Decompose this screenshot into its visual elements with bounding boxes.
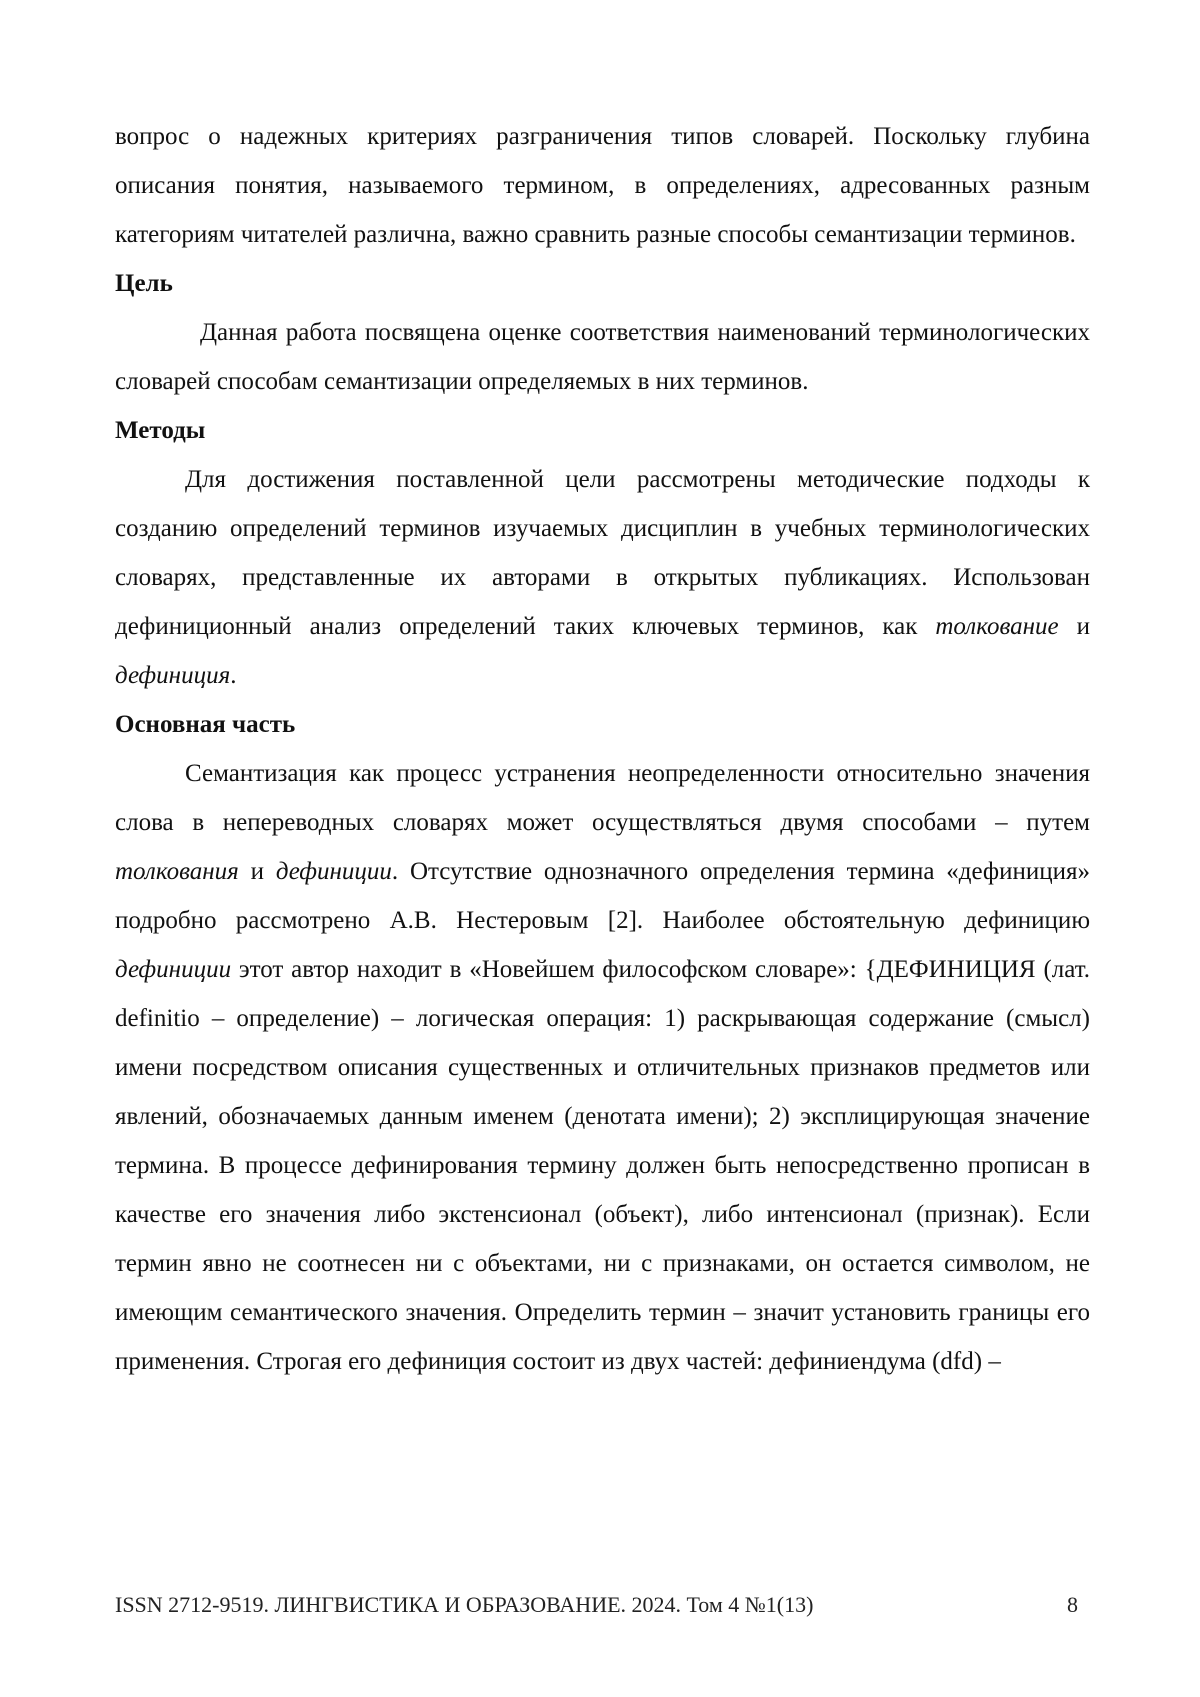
section-heading-goal: Цель [115,270,173,297]
term-tolkovaniya: толкования [115,858,239,885]
goal-paragraph: Данная работа посвящена оценке соответствия наименований терминологических словарей способам семантизации определяемых в них терминов. [115,319,1090,395]
main-text-d: этот автор находит в «Новейшем философском словаре»: {ДЕФИНИЦИЯ (лат. definitio – определение) – логическая операция: 1) раскрывающая содержание (смысл) имени посредством описания существенных и отличительных признаков предметов или явлений, обозначаемых данным именем (денотата имени); 2) эксплицирующая значение термина. В процессе дефинирования термину должен быть непосредственно прописан в качестве его значения либо экстенсионал (объект), либо интенсионал (признак). Если термин явно не соотнесен ни с объектами, ни с признаками, он остается символом, не имеющим семантического значения. Определить термин – значит установить границы его применения. Строгая его дефиниция состоит из двух частей: дефиниендума (dfd) – [115,956,1090,1375]
term-definitsii: дефиниции [275,858,392,885]
section-heading-main: Основная часть [115,711,296,738]
main-text-b: и [238,858,276,885]
methods-text-mid: и [1058,613,1090,640]
section-heading-methods: Методы [115,417,206,444]
main-text-a: Семантизация как процесс устранения неопределенности относительно значения слова в непереводных словарях может осуществляться двумя способами – путем [115,760,1090,836]
methods-text-start: Для достижения поставленной цели рассмотрены методические подходы к созданию определений терминов изучаемых дисциплин в учебных терминологических словарях, представленные их авторами в открытых публикациях. Использован дефиниционный анализ определений таких ключевых терминов, как [115,466,1090,640]
methods-text-end: . [230,662,237,689]
intro-paragraph: вопрос о надежных критериях разграничения типов словарей. Поскольку глубина описания понятия, называемого термином, в определениях, адресованных разным категориям читателей различна, важно сравнить разные способы семантизации терминов. [115,123,1090,248]
term-tolkovanie: толкование [935,613,1059,640]
main-text-c: . Отсутствие однозначного определения термина «дефиниция» подробно рассмотрено А.В. Нестеровым [2]. Наиболее обстоятельную дефиницию [115,858,1090,934]
term-definitsii-2: дефиниции [115,956,232,983]
term-definitsiya: дефиниция [115,662,231,689]
article-body [115,112,1090,1386]
journal-citation: ISSN 2712-9519. ЛИНГВИСТИКА И ОБРАЗОВАНИЕ. 2024. Том 4 №1(13) [115,1592,814,1617]
main-paragraph [115,749,1090,1386]
methods-paragraph [115,455,1090,700]
page-number: 8 [1067,1592,1078,1617]
